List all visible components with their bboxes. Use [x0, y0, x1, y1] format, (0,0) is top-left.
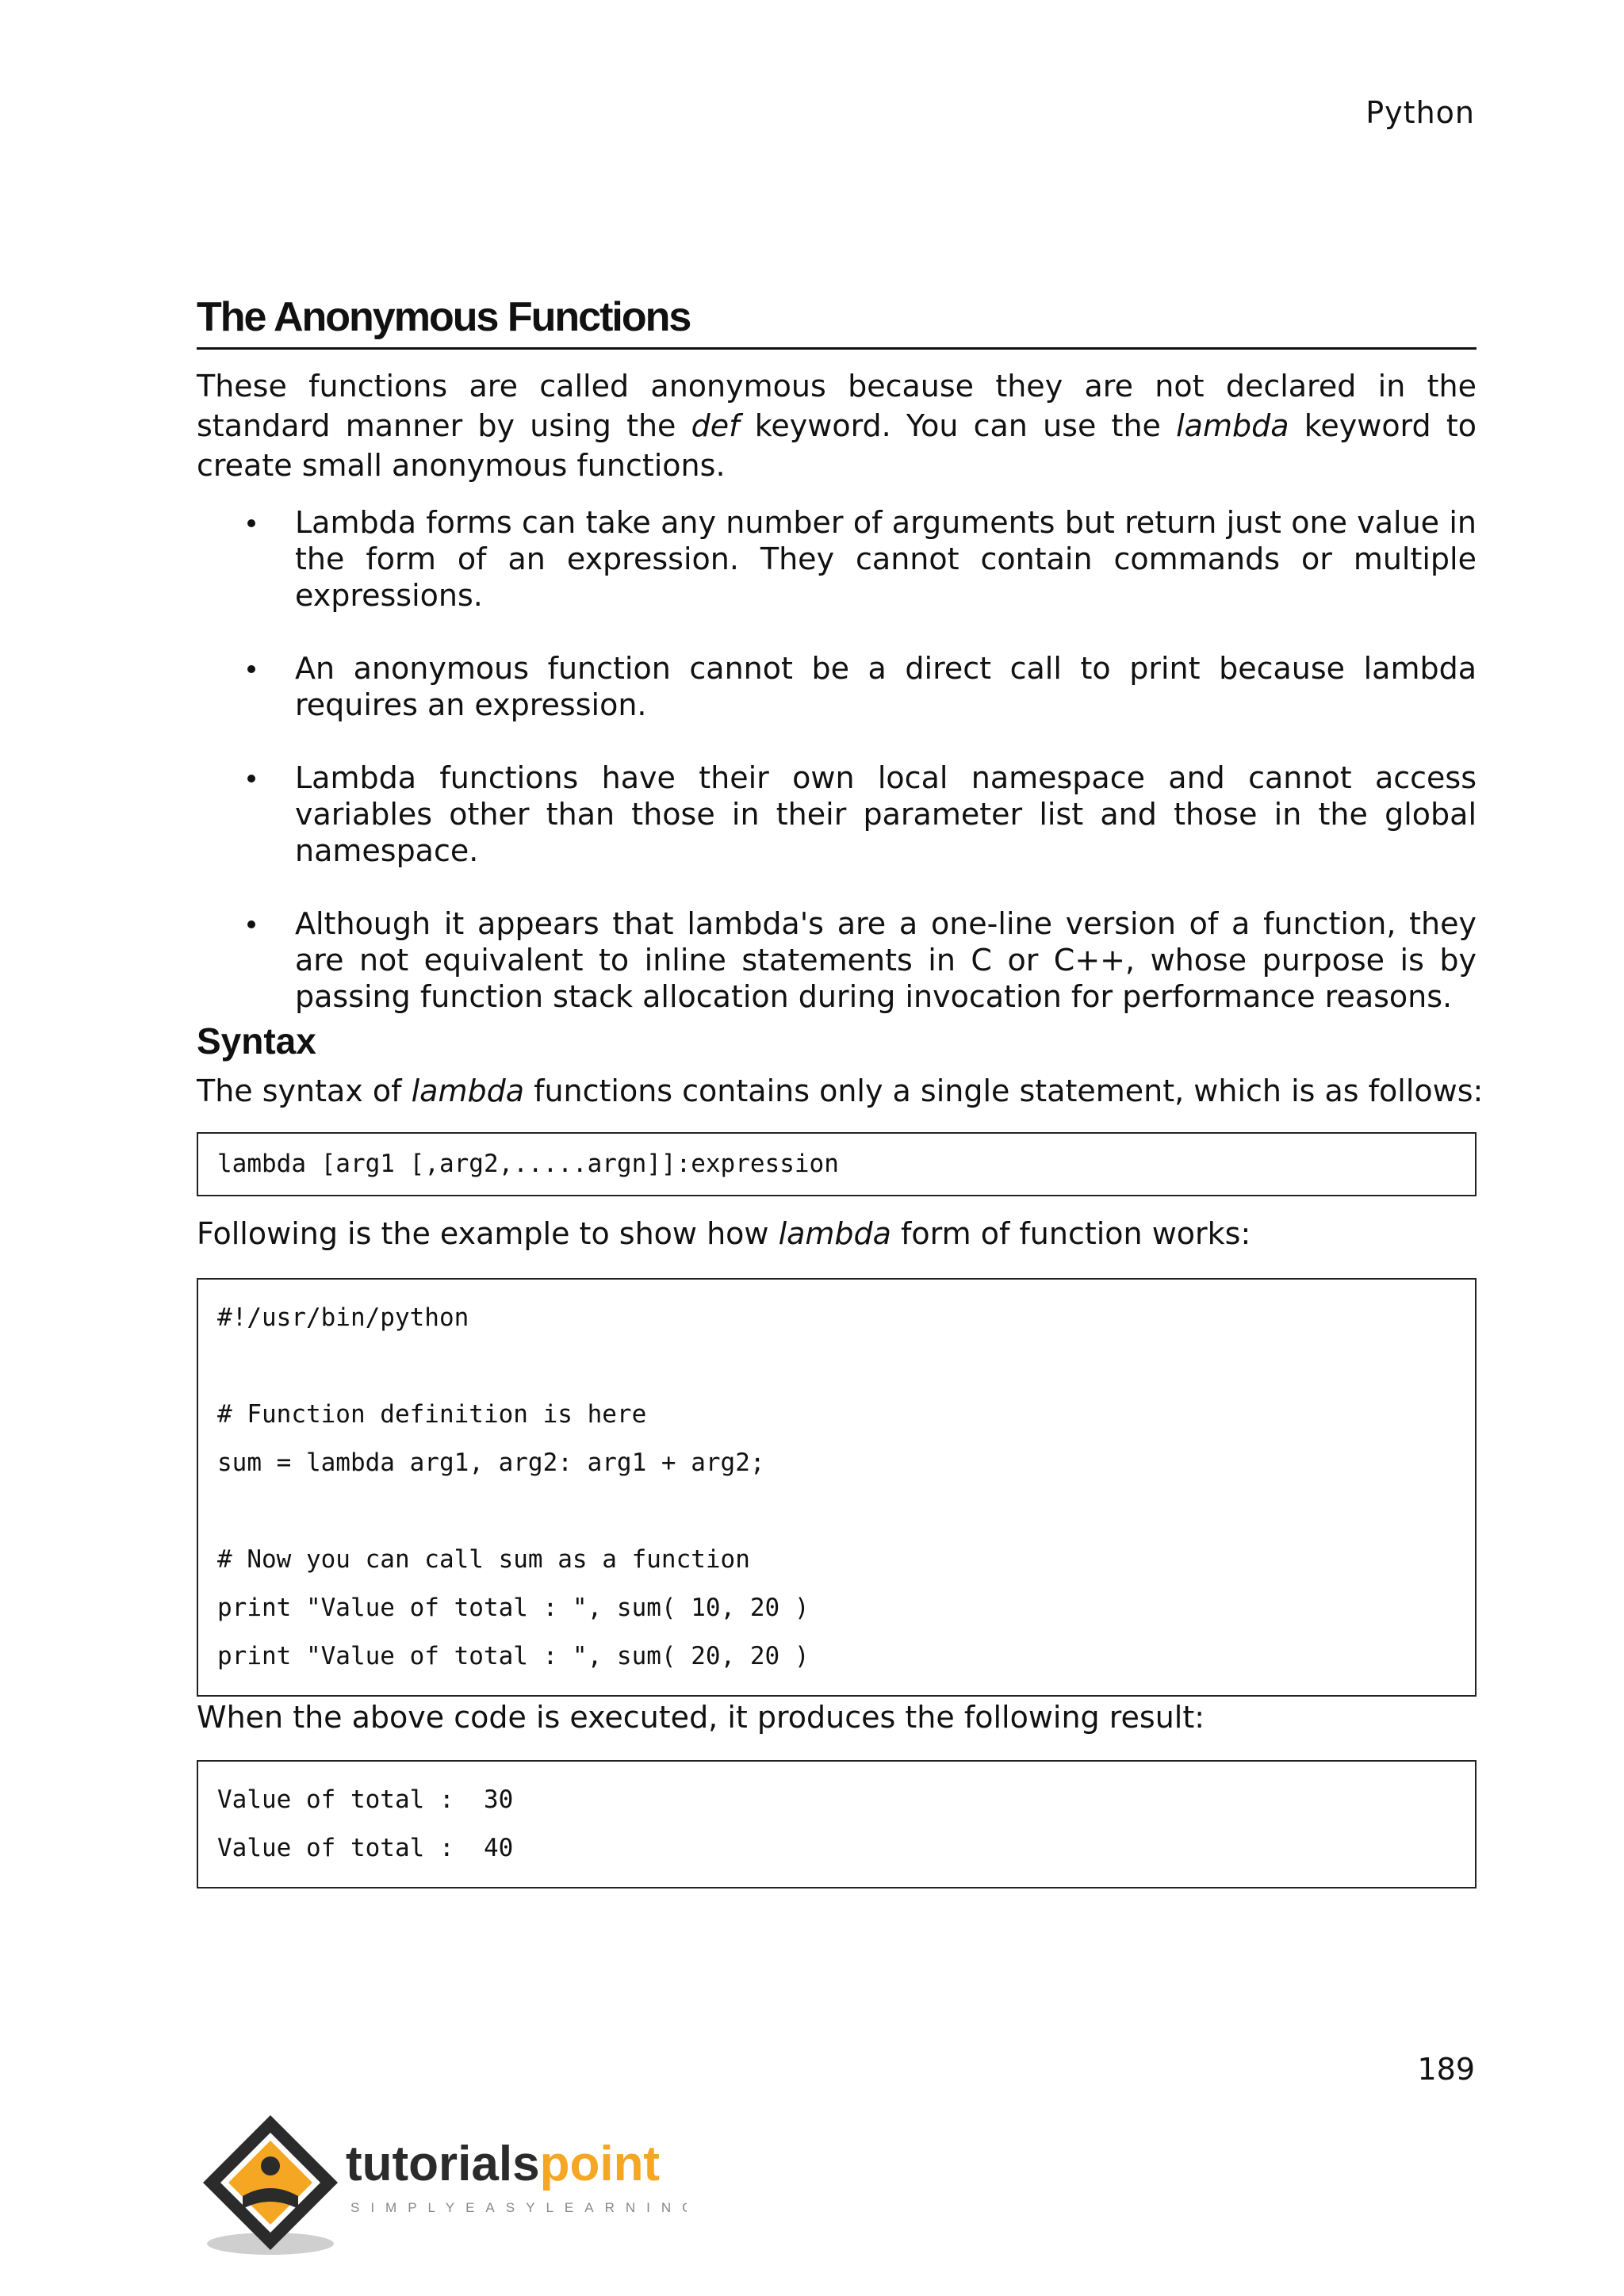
code-line: lambda [arg1 [,arg2,.....argn]]:expression — [217, 1150, 839, 1178]
list-item: Lambda forms can take any number of arguments but return just one value in the form of an expression. They cannot contain commands or multiple expressions. — [197, 504, 1477, 614]
logo-wordmark: tutorialspoint — [346, 2137, 661, 2191]
running-header: Python — [1365, 95, 1475, 130]
result-intro: When the above code is executed, it produces the following result: — [197, 1700, 1205, 1735]
bullet-icon — [247, 920, 255, 928]
code-line: # Function definition is here — [217, 1400, 647, 1429]
code-line — [217, 1487, 1456, 1536]
list-item: Lambda functions have their own local namespace and cannot access variables other than those in their parameter list and those in the global namespace. — [197, 760, 1477, 869]
code-line — [217, 1342, 1456, 1391]
example-code-block — [197, 1278, 1477, 1697]
code-line: Value of total : 40 — [217, 1834, 514, 1862]
lambda-keyword: lambda — [1176, 408, 1289, 443]
page-number: 189 — [1417, 2052, 1475, 2087]
section-title: The Anonymous Functions — [197, 293, 1477, 350]
bullet-icon — [247, 775, 255, 783]
logo-tagline: SIMPLYEASYLEARNING — [350, 2200, 687, 2215]
tutorialspoint-logo — [195, 2109, 687, 2271]
def-keyword: def — [691, 408, 740, 443]
code-line: #!/usr/bin/python — [217, 1303, 469, 1332]
code-line: print "Value of total : ", sum( 20, 20 ) — [217, 1642, 810, 1670]
syntax-heading: Syntax — [197, 1020, 316, 1062]
example-intro: Following is the example to show how lambda form of function works: — [197, 1216, 1251, 1251]
intro-paragraph: These functions are called anonymous because they are not declared in the standard manner by using the def keyword. You can use the lambda keyword to create small anonymous functions. — [197, 369, 1477, 483]
logo-graphic — [195, 2109, 687, 2267]
result-code-block — [197, 1760, 1477, 1888]
list-item: An anonymous function cannot be a direct call to print because lambda requires an expression. — [197, 650, 1477, 723]
syntax-description: The syntax of lambda functions contains only a single statement, which is as follows: — [197, 1073, 1484, 1108]
code-line: print "Value of total : ", sum( 10, 20 ) — [217, 1594, 810, 1622]
bullet-icon — [247, 519, 255, 527]
code-line: sum = lambda arg1, arg2: arg1 + arg2; — [217, 1448, 765, 1477]
code-line: # Now you can call sum as a function — [217, 1545, 750, 1574]
bullet-icon — [247, 665, 255, 673]
list-item: Although it appears that lambda's are a one-line version of a function, they are not equivalent to inline statements in C or C++, whose purpose is by passing function stack allocation during invocation for performance reasons. — [197, 905, 1477, 1015]
bullet-list — [197, 504, 1477, 1051]
code-line: Value of total : 30 — [217, 1785, 514, 1814]
syntax-code-block — [197, 1132, 1477, 1196]
